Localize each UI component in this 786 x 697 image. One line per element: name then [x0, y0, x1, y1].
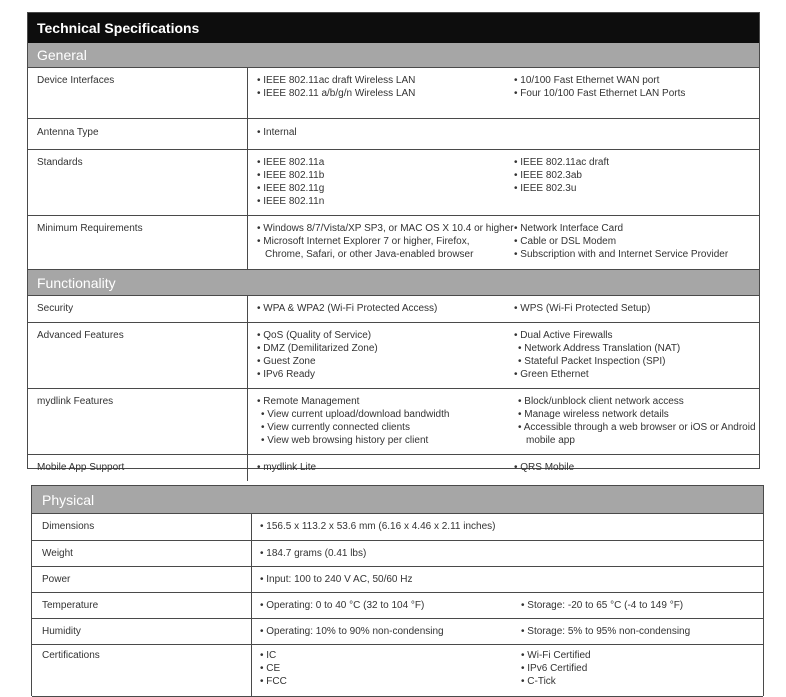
value-column-1 [257, 126, 297, 139]
value-line: • IEEE 802.11a [257, 157, 325, 168]
row-label: Advanced Features [37, 330, 124, 341]
row-weight [32, 541, 763, 567]
column-divider [247, 150, 248, 215]
row-label: Minimum Requirements [37, 223, 143, 234]
value-column-1 [260, 541, 366, 560]
row-mydlink-features [28, 389, 759, 455]
value-column-1 [257, 68, 415, 100]
value-line: • QoS (Quality of Service) [257, 330, 372, 341]
value-line: • 10/100 Fast Ethernet WAN port [514, 75, 660, 86]
value-column-2 [514, 296, 650, 315]
value-line: • FCC [260, 676, 287, 687]
value-line: • IEEE 802.11 a/b/g/n Wireless LAN [257, 88, 416, 99]
section-physical: Physical [32, 486, 763, 514]
value-line: • Block/unblock client network access [518, 396, 684, 407]
column-divider [247, 68, 248, 118]
value-line: • Storage: 5% to 95% non-condensing [521, 626, 691, 637]
value-line: • C-Tick [521, 676, 556, 687]
value-column-2 [514, 216, 728, 261]
value-column-1 [260, 649, 287, 688]
column-divider [251, 541, 252, 566]
spec-title: Technical Specifications [28, 13, 759, 43]
column-divider [247, 296, 248, 322]
row-mobile-app-support [28, 455, 759, 481]
value-column-2 [521, 649, 591, 688]
spec-table-physical [31, 485, 764, 696]
section-general: General [28, 43, 759, 68]
column-divider [251, 514, 252, 540]
value-line: • mydlink Lite [257, 462, 317, 473]
value-line: • Manage wireless network details [518, 409, 669, 420]
value-line: • Network Interface Card [514, 223, 624, 234]
value-line: • Cable or DSL Modem [514, 236, 617, 247]
value-line: • Guest Zone [257, 356, 316, 367]
row-antenna-type [28, 119, 759, 150]
value-line: Chrome, Safari, or other Java-enabled browser [265, 249, 474, 260]
value-line: • View current upload/download bandwidth [261, 409, 450, 420]
value-line: • 156.5 x 113.2 x 53.6 mm (6.16 x 4.46 x 2.11 inches) [260, 521, 496, 532]
row-advanced-features [28, 323, 759, 389]
value-column-1 [257, 455, 316, 474]
row-dimensions [32, 514, 763, 541]
section-functionality: Functionality [28, 270, 759, 296]
value-line: • Dual Active Firewalls [514, 330, 613, 341]
value-column-1 [257, 150, 324, 208]
row-label: Dimensions [42, 521, 95, 532]
value-line: • Windows 8/7/Vista/XP SP3, or MAC OS X 10.4 or higher [257, 223, 514, 234]
value-column-2 [514, 68, 685, 100]
value-column-1 [260, 593, 424, 612]
row-certifications [32, 645, 763, 697]
spec-table-main [27, 12, 760, 473]
value-column-2 [514, 389, 756, 447]
row-power [32, 567, 763, 593]
value-column-1 [257, 296, 437, 315]
value-line: • View web browsing history per client [261, 435, 429, 446]
value-line: • QRS Mobile [514, 462, 575, 473]
row-temperature [32, 593, 763, 619]
value-line: • CE [260, 663, 281, 674]
value-column-1 [257, 216, 514, 261]
row-label: mydlink Features [37, 396, 114, 407]
column-divider [251, 619, 252, 644]
value-line: • Input: 100 to 240 V AC, 50/60 Hz [260, 574, 413, 585]
value-line: • IEEE 802.11ac draft Wireless LAN [257, 75, 416, 86]
row-label: Antenna Type [37, 127, 99, 138]
value-line: • Operating: 10% to 90% non-condensing [260, 626, 444, 637]
value-line: • IEEE 802.11b [257, 170, 325, 181]
row-label: Mobile App Support [37, 462, 125, 473]
value-column-1 [260, 567, 413, 586]
value-column-2 [521, 593, 683, 612]
value-line: • View currently connected clients [261, 422, 410, 433]
row-standards [28, 150, 759, 216]
value-line: • Operating: 0 to 40 °C (32 to 104 °F) [260, 600, 425, 611]
row-device-interfaces [28, 68, 759, 119]
row-label: Weight [42, 548, 73, 559]
value-line: mobile app [526, 435, 575, 446]
column-divider [247, 323, 248, 388]
column-divider [251, 567, 252, 592]
column-divider [247, 119, 248, 149]
value-line: • Network Address Translation (NAT) [518, 343, 681, 354]
row-label: Humidity [42, 626, 81, 637]
column-divider [247, 216, 248, 269]
row-minimum-requirements [28, 216, 759, 270]
column-divider [251, 645, 252, 696]
value-line: • Four 10/100 Fast Ethernet LAN Ports [514, 88, 686, 99]
value-line: • IEEE 802.3u [514, 183, 577, 194]
row-security [28, 296, 759, 323]
row-label: Temperature [42, 600, 99, 611]
value-column-2 [514, 455, 574, 474]
value-column-1 [257, 389, 449, 447]
value-column-1 [260, 619, 444, 638]
value-line: • Storage: -20 to 65 °C (-4 to 149 °F) [521, 600, 684, 611]
value-column-1 [260, 514, 495, 533]
value-line: • Remote Management [257, 396, 360, 407]
row-label: Power [42, 574, 71, 585]
value-line: • WPS (Wi-Fi Protected Setup) [514, 303, 651, 314]
value-line: • IPv6 Certified [521, 663, 588, 674]
value-line: • WPA & WPA2 (Wi-Fi Protected Access) [257, 303, 438, 314]
row-label: Standards [37, 157, 83, 168]
row-humidity [32, 619, 763, 645]
row-label: Certifications [42, 650, 100, 661]
value-line: • IEEE 802.3ab [514, 170, 582, 181]
column-divider [247, 389, 248, 454]
value-line: • Green Ethernet [514, 369, 589, 380]
value-line: • Accessible through a web browser or iOS or Android [518, 422, 756, 433]
value-line: • DMZ (Demilitarized Zone) [257, 343, 378, 354]
value-column-2 [514, 323, 680, 381]
value-line: • IEEE 802.11ac draft [514, 157, 610, 168]
value-line: • Wi-Fi Certified [521, 650, 591, 661]
value-column-2 [521, 619, 690, 638]
value-line: • Stateful Packet Inspection (SPI) [518, 356, 666, 367]
value-line: • Internal [257, 127, 297, 138]
row-label: Device Interfaces [37, 75, 115, 86]
value-line: • IPv6 Ready [257, 369, 315, 380]
value-column-1 [257, 323, 378, 381]
value-line: • IC [260, 650, 277, 661]
column-divider [251, 593, 252, 618]
value-line: • IEEE 802.11n [257, 196, 325, 207]
value-line: • IEEE 802.11g [257, 183, 325, 194]
column-divider [247, 455, 248, 481]
value-line: • Microsoft Internet Explorer 7 or higher, Firefox, [257, 236, 470, 247]
value-line: • 184.7 grams (0.41 lbs) [260, 548, 367, 559]
value-line: • Subscription with and Internet Service Provider [514, 249, 729, 260]
value-column-2 [514, 150, 609, 195]
row-label: Security [37, 303, 74, 314]
